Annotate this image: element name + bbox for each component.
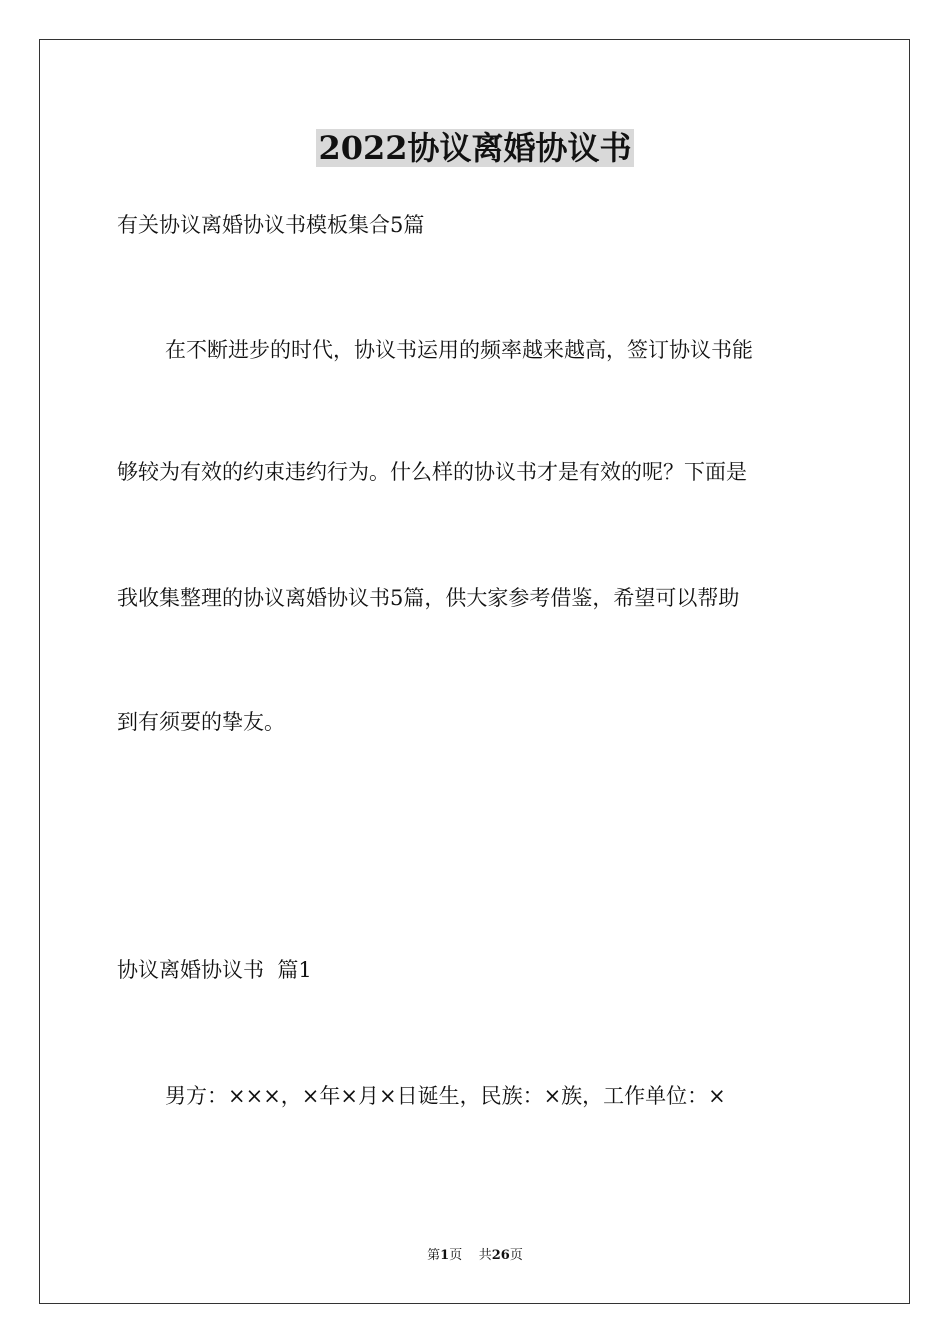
document-subtitle: 有关协议离婚协议书模板集合5篇 [117,213,425,237]
intro-line-3: 我收集整理的协议离婚协议书5篇，供大家参考借鉴，希望可以帮助 [117,586,740,610]
intro-line-4: 到有须要的挚友。 [117,710,285,734]
document-title [0,126,950,170]
footer-total-suffix: 页 [509,1248,523,1263]
body-line-1: 男方：×××，×年×月×日诞生，民族：×族，工作单位：× [165,1084,726,1108]
intro-line-1: 在不断进步的时代，协议书运用的频率越来越高，签订协议书能 [165,338,753,362]
section-heading: 协议离婚协议书 篇1 [117,958,312,982]
title-highlight: 2022协议离婚协议书 [318,129,632,167]
footer-total-pages: 26 [491,1248,510,1263]
footer-page-prefix: 第 [427,1248,441,1263]
footer-page-number: 1 [440,1248,450,1263]
footer-page-suffix: 页 [449,1248,463,1263]
page-footer [0,1247,950,1265]
footer-total-prefix: 共 [478,1248,492,1263]
intro-line-2: 够较为有效的约束违约行为。什么样的协议书才是有效的呢？下面是 [117,460,747,484]
